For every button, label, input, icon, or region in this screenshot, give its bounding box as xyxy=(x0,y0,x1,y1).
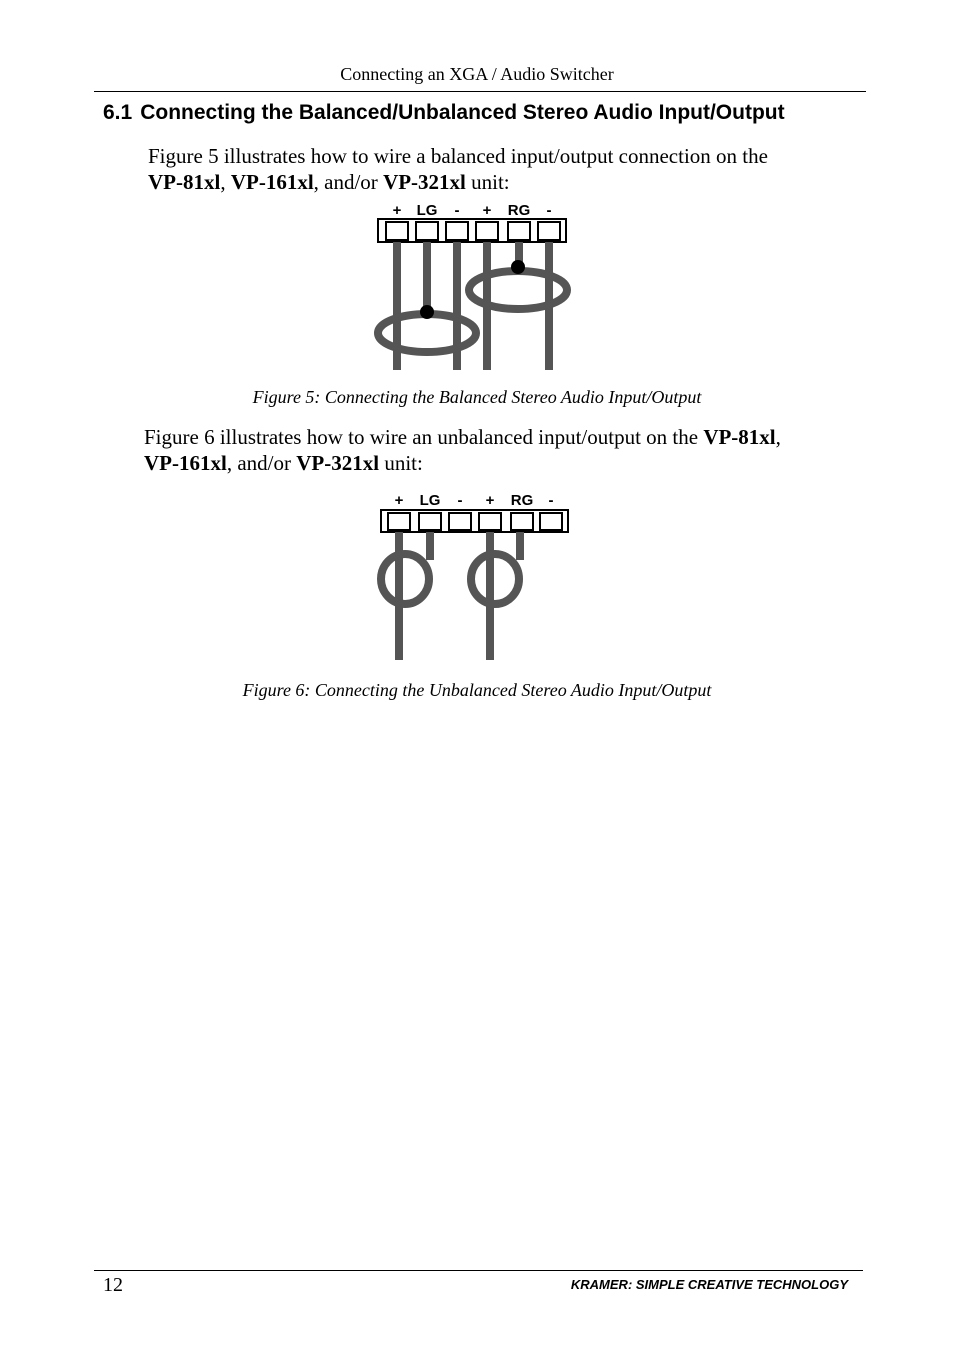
terminal-label: - xyxy=(548,492,554,509)
running-header: Connecting an XGA / Audio Switcher xyxy=(340,64,614,84)
footer-rule xyxy=(94,1270,863,1271)
model-name: VP-321xl xyxy=(383,170,466,194)
terminal-label: + xyxy=(485,492,495,509)
figure6-caption: Figure 6: Connecting the Unbalanced Stereo Audio Input/Output xyxy=(242,680,712,700)
paragraph-text: , and/or xyxy=(313,170,384,194)
figure5-caption: Figure 5: Connecting the Balanced Stereo Audio Input/Output xyxy=(252,387,702,407)
section-title: Connecting the Balanced/Unbalanced Stereo Audio Input/Output xyxy=(140,101,785,124)
footer-brand: KRAMER: SIMPLE CREATIVE TECHNOLOGY xyxy=(570,1277,848,1292)
right-unbalanced-cable xyxy=(471,532,520,660)
paragraph-text: , and/or xyxy=(226,451,297,475)
terminal-label: + xyxy=(394,492,404,509)
terminal-label: LG xyxy=(416,202,438,219)
model-name: VP-161xl xyxy=(230,170,314,194)
paragraph-text: , xyxy=(775,425,781,449)
terminal-label: + xyxy=(482,202,492,219)
terminal-label: - xyxy=(546,202,552,219)
paragraph-text: Figure 5 illustrates how to wire a balanced input/output connection on the xyxy=(148,144,768,168)
terminal-label: RG xyxy=(507,202,531,219)
page-number: 12 xyxy=(103,1274,123,1296)
terminal-label: LG xyxy=(419,492,441,509)
section-number: 6.1 xyxy=(103,101,133,124)
terminal-label: - xyxy=(457,492,463,509)
terminal-label: RG xyxy=(510,492,534,509)
left-unbalanced-cable xyxy=(381,532,430,660)
right-shield-junction xyxy=(511,260,525,274)
section-heading xyxy=(103,101,903,125)
paragraph-text: , xyxy=(220,170,231,194)
terminal-label: + xyxy=(392,202,402,219)
paragraph-figure6-intro xyxy=(144,424,781,476)
model-name: VP-161xl xyxy=(144,451,227,475)
terminal-label: - xyxy=(454,202,460,219)
paragraph-figure5-intro xyxy=(148,143,768,195)
header-rule xyxy=(94,91,866,92)
model-name: VP-321xl xyxy=(296,451,380,475)
left-shield-junction xyxy=(420,305,434,319)
paragraph-text: unit: xyxy=(465,170,510,194)
model-name: VP-81xl xyxy=(148,170,221,194)
paragraph-text: unit: xyxy=(379,451,423,475)
figure5-balanced-wiring-diagram xyxy=(372,200,572,375)
figure6-unbalanced-wiring-diagram xyxy=(374,490,574,665)
paragraph-text: Figure 6 illustrates how to wire an unbalanced input/output on the xyxy=(144,425,704,449)
model-name: VP-81xl xyxy=(703,425,776,449)
